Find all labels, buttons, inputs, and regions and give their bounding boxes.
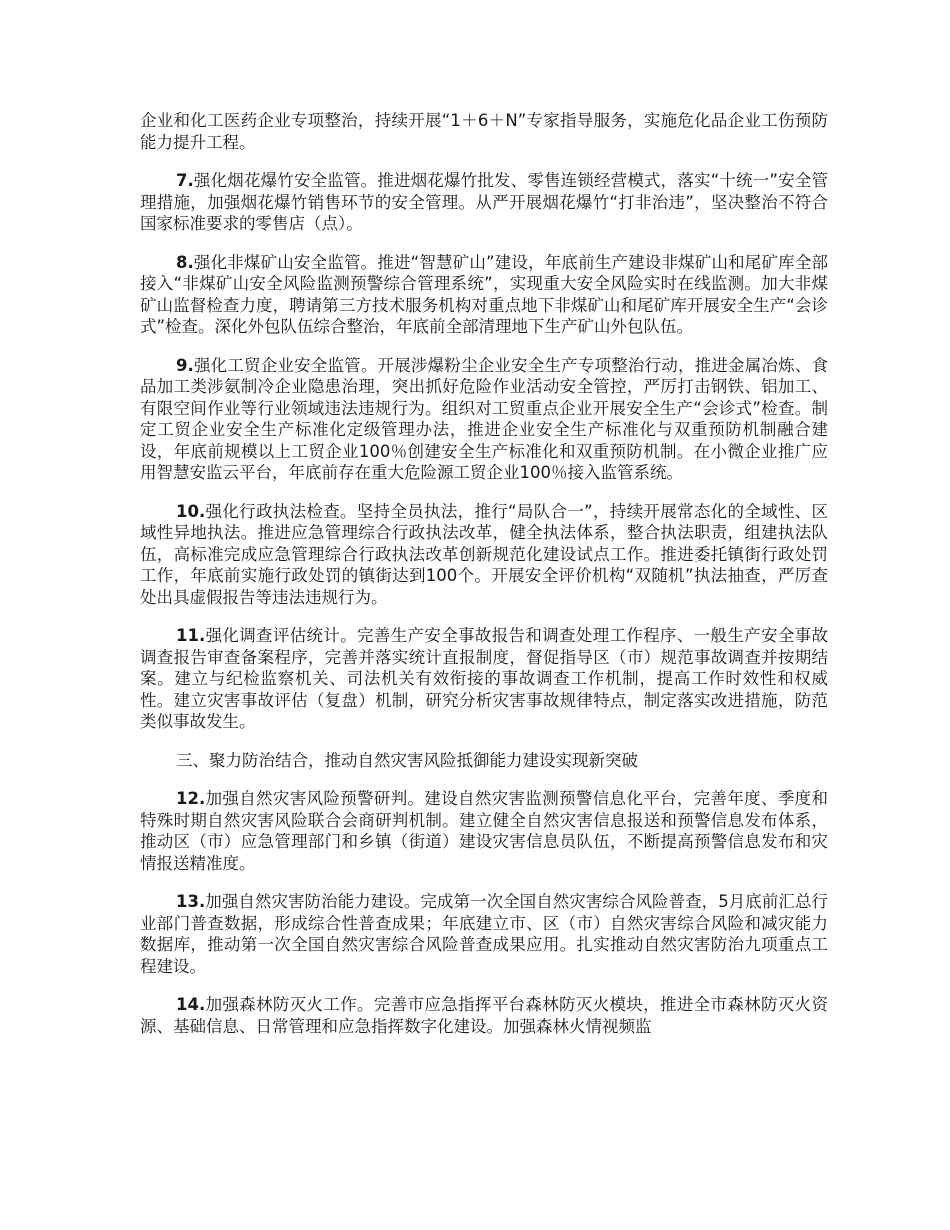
paragraph-10: [140, 501, 828, 609]
paragraph-text: 企业和化工医药企业专项整治，持续开展“1＋6＋N”专家指导服务，实施危化品企业工伤预防能力提升工程。: [140, 111, 828, 152]
section-heading-text: 三、聚力防治结合，推动自然灾害风险抵御能力建设实现新突破: [176, 750, 638, 770]
paragraph-number: 11.: [176, 626, 206, 645]
paragraph-number: 12.: [176, 789, 206, 808]
paragraph-number: 13.: [176, 892, 206, 911]
paragraph-text: 强化非煤矿山安全监管。推进“智慧矿山”建设，年底前生产建设非煤矿山和尾矿库全部接入“非煤矿山安全风险监测预警综合管理系统”，实现重大安全风险实时在线监测。加大非煤矿山监督检查力度，聘请第三方技术服务机构对重点地下非煤矿山和尾矿库开展安全生产“会诊式”检查。深化外包队伍综合整治，年底前全部清理地下生产矿山外包队伍。: [140, 252, 828, 336]
paragraph-13: [140, 891, 828, 977]
document-page: [140, 110, 828, 1054]
paragraph-0: [140, 110, 828, 153]
paragraph-number: 7.: [176, 171, 194, 190]
paragraph-12: [140, 788, 828, 874]
paragraph-number: 8.: [176, 252, 194, 272]
paragraph-text: 强化烟花爆竹安全监管。推进烟花爆竹批发、零售连锁经营模式，落实“十统一”安全管理措施，加强烟花爆竹销售环节的安全管理。从严开展烟花爆竹“打非治违”，坚决整治不符合国家标准要求的零售店（点）。: [140, 171, 828, 233]
paragraph-text: 强化工贸企业安全监管。开展涉爆粉尘企业安全生产专项整治行动，推进金属冶炼、食品加工类涉氨制冷企业隐患治理，突出抓好危险作业活动安全管控，严厉打击钢铁、铝加工、有限空间作业等行业领域违法违规行为。组织对工贸重点企业开展安全生产“会诊式”检查。制定工贸企业安全生产标准化定级管理办法，推进企业安全生产标准化与双重预防机制融合建设，年底前规模以上工贸企业100％创建安全生产标准化和双重预防机制。在小微企业推广应用智慧安监云平台，年底前存在重大危险源工贸企业100％接入监管系统。: [140, 355, 828, 482]
paragraph-7: [140, 170, 828, 235]
paragraph-9: [140, 355, 828, 484]
paragraph-number: 14.: [176, 995, 206, 1014]
paragraph-text: 加强自然灾害防治能力建设。完成第一次全国自然灾害综合风险普查，5月底前汇总行业部门普查数据，形成综合性普查成果；年底建立市、区（市）自然灾害综合风险和减灾能力数据库，推动第一次全国自然灾害综合风险普查成果应用。扎实推动自然灾害防治九项重点工程建设。: [140, 892, 828, 976]
paragraph-text: 加强自然灾害风险预警研判。建设自然灾害监测预警信息化平台，完善年度、季度和特殊时期自然灾害风险联合会商研判机制。建立健全自然灾害信息报送和预警信息发布体系，推动区（市）应急管理部门和乡镇（街道）建设灾害信息员队伍，不断提高预警信息发布和灾情报送精准度。: [140, 789, 828, 873]
paragraph-number: 10.: [176, 501, 206, 521]
paragraph-11: [140, 625, 828, 733]
paragraph-8: [140, 252, 828, 338]
paragraph-number: 9.: [176, 355, 194, 375]
paragraph-text: 加强森林防灭火工作。完善市应急指挥平台森林防灭火模块，推进全市森林防灭火资源、基础信息、日常管理和应急指挥数字化建设。加强森林火情视频监: [140, 995, 828, 1036]
paragraph-text: 强化调查评估统计。完善生产安全事故报告和调查处理工作程序、一般生产安全事故调查报告审查备案程序，完善并落实统计直报制度，督促指导区（市）规范事故调查并按期结案。建立与纪检监察机关、司法机关有效衔接的事故调查工作机制，提高工作时效性和权威性。建立灾害事故评估（复盘）机制，研究分析灾害事故规律特点，制定落实改进措施，防范类似事故发生。: [140, 626, 828, 731]
paragraph-14: [140, 994, 828, 1037]
paragraph-text: 强化行政执法检查。坚持全员执法，推行“局队合一”，持续开展常态化的全域性、区域性异地执法。推进应急管理综合行政执法改革，健全执法体系，整合执法职责，组建执法队伍，高标准完成应急管理综合行政执法改革创新规范化建设试点工作。推进委托镇街行政处罚工作，年底前实施行政处罚的镇街达到100个。开展安全评价机构“双随机”执法抽查，严厉查处出具虚假报告等违法违规行为。: [140, 501, 828, 607]
section-heading: [140, 750, 828, 772]
